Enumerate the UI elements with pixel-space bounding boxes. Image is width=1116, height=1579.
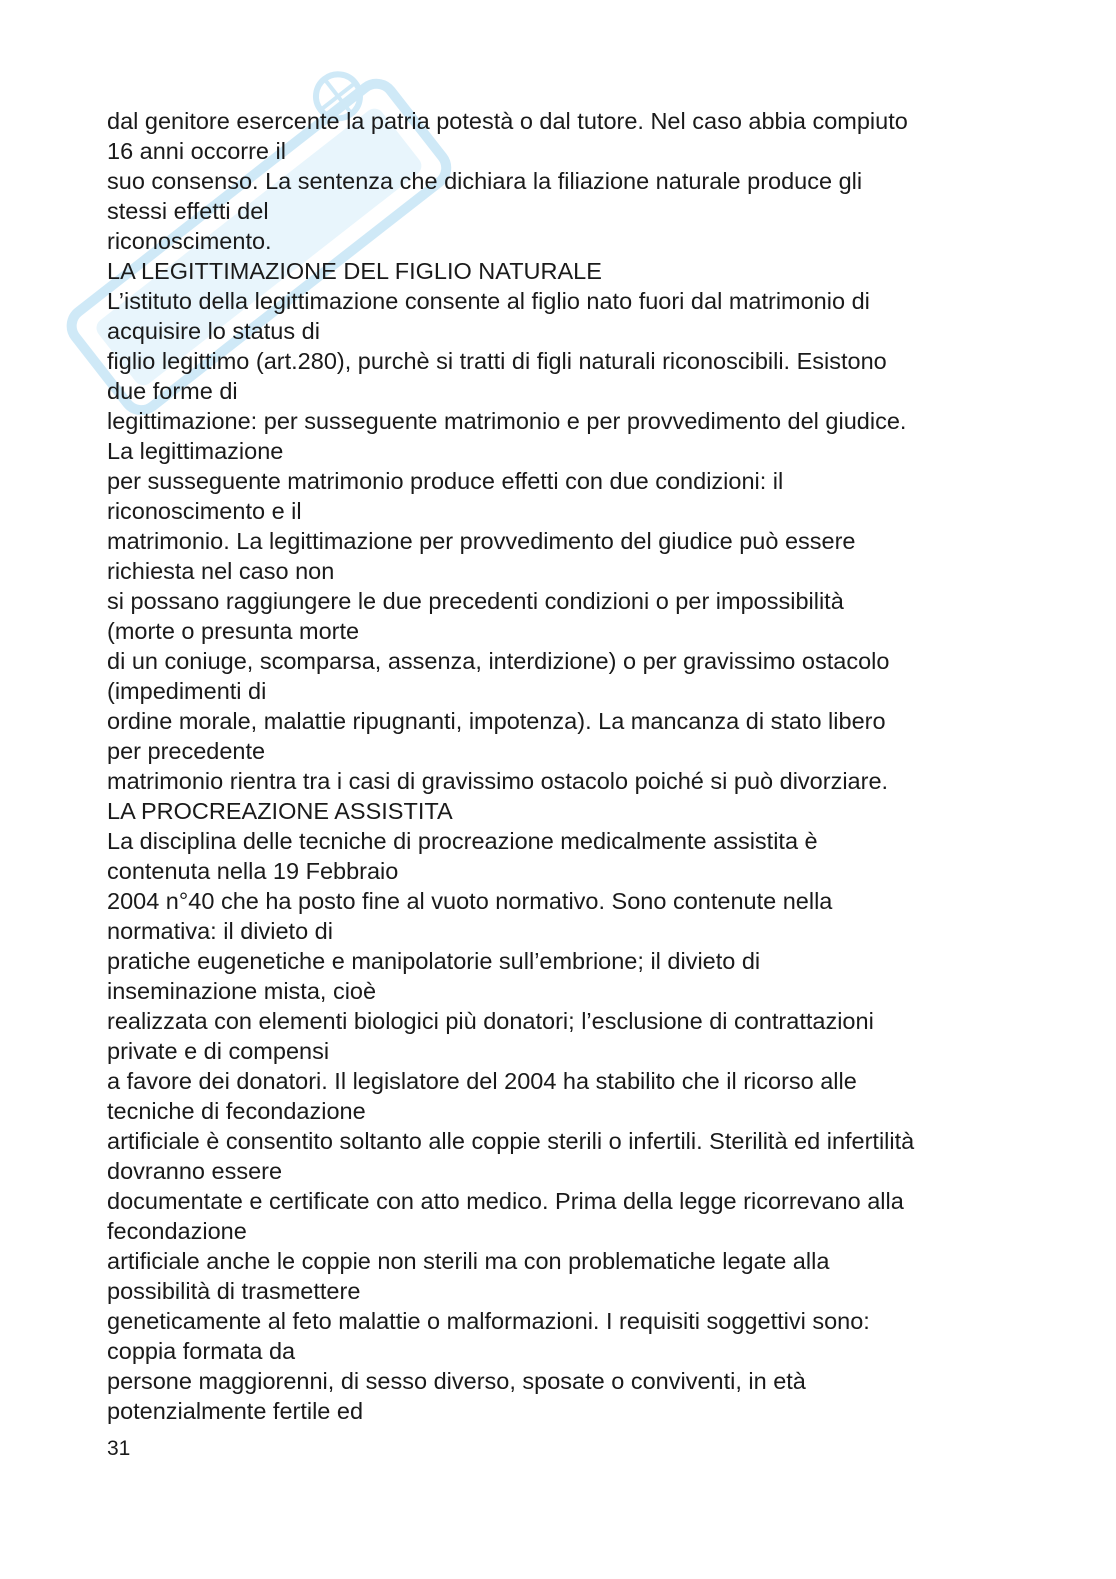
text-line: artificiale anche le coppie non sterili ma con problematiche legate alla bbox=[107, 1248, 830, 1274]
text-line: per precedente bbox=[107, 738, 266, 764]
text-line: figlio legittimo (art.280), purchè si tratti di figli naturali riconoscibili. Esistono bbox=[107, 348, 887, 374]
text-line: matrimonio. La legittimazione per provvedimento del giudice può essere bbox=[107, 528, 856, 554]
text-line: ordine morale, malattie ripugnanti, impotenza). La mancanza di stato libero bbox=[107, 708, 886, 734]
text-line: riconoscimento e il bbox=[107, 498, 302, 524]
text-line: due forme di bbox=[107, 378, 238, 404]
text-line: riconoscimento. bbox=[107, 228, 272, 254]
text-line: dal genitore esercente la patria potestà o dal tutore. Nel caso abbia compiuto bbox=[107, 108, 908, 134]
text-line: 2004 n°40 che ha posto fine al vuoto normativo. Sono contenute nella bbox=[107, 888, 833, 914]
text-line: suo consenso. La sentenza che dichiara la filiazione naturale produce gli bbox=[107, 168, 863, 194]
text-line: private e di compensi bbox=[107, 1038, 330, 1064]
text-line: (morte o presunta morte bbox=[107, 618, 360, 644]
text-line: coppia formata da bbox=[107, 1338, 296, 1364]
text-line: dovranno essere bbox=[107, 1158, 283, 1184]
text-line: artificiale è consentito soltanto alle coppie sterili o infertili. Sterilità ed infertilità bbox=[107, 1128, 915, 1154]
text-line: pratiche eugenetiche e manipolatorie sull’embrione; il divieto di bbox=[107, 948, 761, 974]
text-line: acquisire lo status di bbox=[107, 318, 320, 344]
text-line: si possano raggiungere le due precedenti condizioni o per impossibilità bbox=[107, 588, 844, 614]
text-line: realizzata con elementi biologici più donatori; l’esclusione di contrattazioni bbox=[107, 1008, 874, 1034]
text-line: documentate e certificate con atto medico. Prima della legge ricorrevano alla bbox=[107, 1188, 904, 1214]
section-heading: LA LEGITTIMAZIONE DEL FIGLIO NATURALE bbox=[107, 258, 602, 284]
text-line: La legittimazione bbox=[107, 438, 284, 464]
text-line: inseminazione mista, cioè bbox=[107, 978, 377, 1004]
text-line: per susseguente matrimonio produce effetti con due condizioni: il bbox=[107, 468, 784, 494]
text-line: La disciplina delle tecniche di procreazione medicalmente assistita è bbox=[107, 828, 818, 854]
text-line: 16 anni occorre il bbox=[107, 138, 286, 164]
text-line: potenzialmente fertile ed bbox=[107, 1398, 364, 1424]
text-line: di un coniuge, scomparsa, assenza, interdizione) o per gravissimo ostacolo bbox=[107, 648, 890, 674]
body-text bbox=[107, 106, 1047, 1426]
text-line: normativa: il divieto di bbox=[107, 918, 333, 944]
text-line: stessi effetti del bbox=[107, 198, 269, 224]
text-line: geneticamente al feto malattie o malformazioni. I requisiti soggettivi sono: bbox=[107, 1308, 870, 1334]
text-line: a favore dei donatori. Il legislatore del 2004 ha stabilito che il ricorso alle bbox=[107, 1068, 857, 1094]
text-line: legittimazione: per susseguente matrimonio e per provvedimento del giudice. bbox=[107, 408, 907, 434]
text-line: persone maggiorenni, di sesso diverso, sposate o conviventi, in età bbox=[107, 1368, 806, 1394]
section-heading: LA PROCREAZIONE ASSISTITA bbox=[107, 798, 453, 824]
page-number: 31 bbox=[107, 1437, 131, 1460]
text-line: contenuta nella 19 Febbraio bbox=[107, 858, 399, 884]
text-line: matrimonio rientra tra i casi di gravissimo ostacolo poiché si può divorziare. bbox=[107, 768, 889, 794]
text-line: richiesta nel caso non bbox=[107, 558, 335, 584]
text-line: L’istituto della legittimazione consente al figlio nato fuori dal matrimonio di bbox=[107, 288, 870, 314]
text-line: tecniche di fecondazione bbox=[107, 1098, 366, 1124]
text-line: fecondazione bbox=[107, 1218, 247, 1244]
text-line: (impedimenti di bbox=[107, 678, 267, 704]
text-line: possibilità di trasmettere bbox=[107, 1278, 361, 1304]
